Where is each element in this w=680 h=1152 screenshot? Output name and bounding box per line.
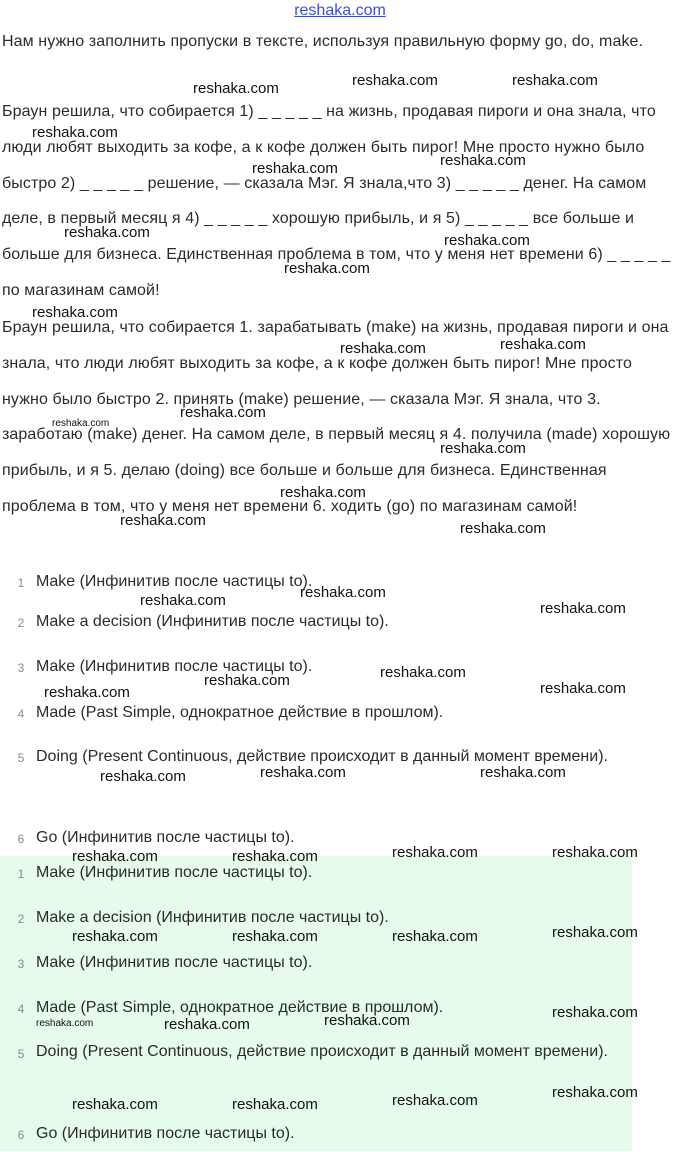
watermark-text: reshaka.com (252, 160, 338, 177)
item-number: 3 (17, 661, 25, 675)
watermark-text: reshaka.com (552, 924, 638, 941)
item-text: Made (Past Simple, однократное действие в прошлом). (36, 704, 444, 721)
item-number: 2 (17, 912, 25, 926)
item-number: 5 (17, 1047, 25, 1061)
item-text: Make (Инфинитив после частицы to). (36, 864, 313, 881)
item-text: Made (Past Simple, однократное действие в прошлом). (36, 999, 444, 1016)
item-number: 6 (17, 1128, 25, 1142)
watermark-text: reshaka.com (64, 224, 150, 241)
watermark-text: reshaka.com (552, 1004, 638, 1021)
watermark-text: reshaka.com (232, 1096, 318, 1113)
item-text: Make a decision (Инфинитив после частицы to). (36, 909, 389, 926)
item-number: 6 (17, 832, 25, 846)
watermark-text: reshaka.com (232, 848, 318, 865)
watermark-text: reshaka.com (36, 1018, 94, 1029)
watermark-text: reshaka.com (193, 80, 279, 97)
watermark-text: reshaka.com (32, 124, 118, 141)
item-number: 4 (17, 1002, 25, 1016)
watermark-text: reshaka.com (180, 404, 266, 421)
watermark-text: reshaka.com (72, 1096, 158, 1113)
item-text: Doing (Present Continuous, действие происходит в данный момент времени). (36, 748, 608, 765)
item-number: 3 (17, 957, 25, 971)
watermark-text: reshaka.com (540, 680, 626, 697)
item-text: Make a decision (Инфинитив после частицы to). (36, 613, 389, 630)
task-instruction: Нам нужно заполнить пропуски в тексте, используя правильную форму go, do, make. (2, 33, 644, 50)
watermark-text: reshaka.com (512, 72, 598, 89)
task-text: Браун решила, что собирается 1) _ _ _ _ _ на жизнь, продавая пироги и она знала, что люди любят выходить за кофе, а к кофе должен быть пирог! Мне просто нужно было быстро 2) _ _ _ _ _ решение, — сказала Мэг. Я знала,что 3) _ _ _ _ _ денег. На самом деле, в первый месяц я 4) _ _ _ _ _ хорошую прибыль, и я 5) _ _ _ _ _ все больше и больше для бизнеса. Единственная проблема в том, что у меня нет времени 6) _ _ _ _ _ по магазинам самой! (2, 103, 671, 299)
item-text: Make (Инфинитив после частицы to). (36, 573, 313, 590)
watermark-text: reshaka.com (440, 440, 526, 457)
site-link[interactable]: reshaka.com (294, 2, 386, 19)
watermark-text: reshaka.com (100, 768, 186, 785)
item-text: Go (Инфинитив после частицы to). (36, 829, 295, 846)
watermark-text: reshaka.com (392, 1092, 478, 1109)
watermark-text: reshaka.com (324, 1012, 410, 1029)
item-number: 5 (17, 751, 25, 765)
item-text: Make (Инфинитив после частицы to). (36, 658, 313, 675)
watermark-text: reshaka.com (72, 848, 158, 865)
item-number: 1 (17, 576, 25, 590)
watermark-text: reshaka.com (232, 928, 318, 945)
item-number: 4 (17, 707, 25, 721)
watermark-text: reshaka.com (164, 1016, 250, 1033)
watermark-text: reshaka.com (552, 1084, 638, 1101)
answer-text: Браун решила, что собирается 1. зарабатывать (make) на жизнь, продавая пироги и она знала, что люди любят выходить за кофе, а к кофе должен быть пирог! Мне просто нужно было быстро 2. принять (make) решение, — сказала Мэг. Я знала, что 3. заработаю (make) денег. На самом деле, в первый месяц я 4. получила (made) хорошую прибыль, и я 5. делаю (doing) все больше и больше для бизнеса. Единственная проблема в том, что у меня нет времени 6. ходить (go) по магазинам самой! (2, 319, 671, 515)
watermark-text: reshaka.com (284, 260, 370, 277)
watermark-text: reshaka.com (392, 928, 478, 945)
watermark-text: reshaka.com (392, 844, 478, 861)
item-text: Make (Инфинитив после частицы to). (36, 954, 313, 971)
watermark-text: reshaka.com (280, 484, 366, 501)
watermark-text: reshaka.com (340, 340, 426, 357)
watermark-text: reshaka.com (140, 592, 226, 609)
watermark-text: reshaka.com (380, 664, 466, 681)
watermark-text: reshaka.com (540, 600, 626, 617)
item-number: 2 (17, 616, 25, 630)
watermark-text: reshaka.com (460, 520, 546, 537)
item-text: Doing (Present Continuous, действие происходит в данный момент времени). (36, 1043, 608, 1060)
watermark-text: reshaka.com (72, 928, 158, 945)
watermark-text: reshaka.com (300, 584, 386, 601)
watermark-text: reshaka.com (260, 764, 346, 781)
watermark-text: reshaka.com (44, 684, 130, 701)
watermark-text: reshaka.com (352, 72, 438, 89)
watermark-text: reshaka.com (32, 304, 118, 321)
watermark-text: reshaka.com (52, 418, 110, 429)
item-text: Go (Инфинитив после частицы to). (36, 1125, 295, 1142)
watermark-text: reshaka.com (440, 152, 526, 169)
watermark-text: reshaka.com (500, 336, 586, 353)
watermark-text: reshaka.com (552, 844, 638, 861)
watermark-text: reshaka.com (480, 764, 566, 781)
watermark-text: reshaka.com (120, 512, 206, 529)
watermark-text: reshaka.com (444, 232, 530, 249)
item-number: 1 (17, 867, 25, 881)
watermark-text: reshaka.com (204, 672, 290, 689)
